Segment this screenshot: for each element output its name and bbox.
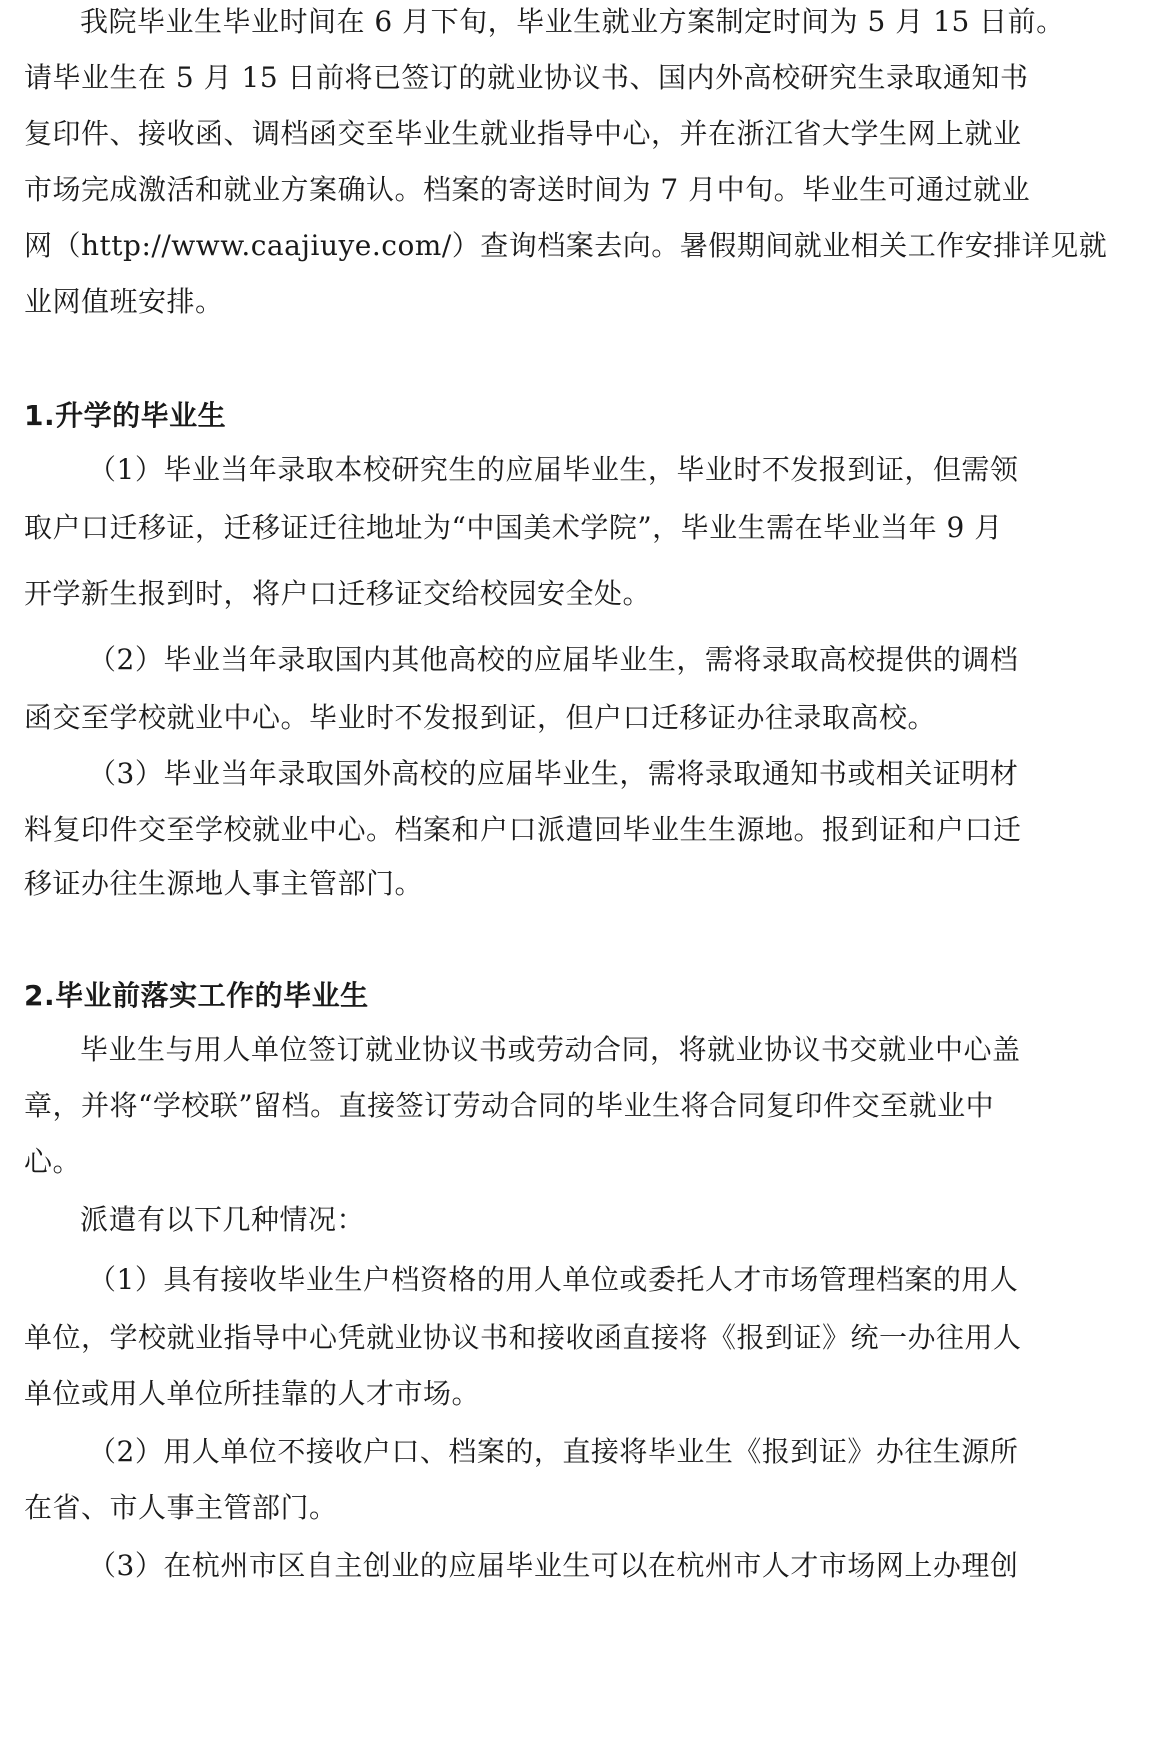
section-2-line-6: 单位，学校就业指导中心凭就业协议书和接收函直接将《报到证》统一办往用人 — [24, 1321, 1022, 1354]
section-2-heading: 2.毕业前落实工作的毕业生 — [24, 979, 369, 1012]
section-1-line-3: 开学新生报到时，将户口迁移证交给校园安全处。 — [24, 577, 652, 610]
section-2-line-9: 在省、市人事主管部门。 — [24, 1491, 338, 1524]
section-2-line-2: 章，并将“学校联”留档。直接签订劳动合同的毕业生将合同复印件交至就业中 — [24, 1089, 995, 1122]
section-2-line-8: （2）用人单位不接收户口、档案的，直接将毕业生《报到证》办往生源所 — [88, 1435, 1019, 1468]
section-2-line-4: 派遣有以下几种情况： — [80, 1203, 366, 1236]
section-1-line-5: 函交至学校就业中心。毕业时不发报到证，但户口迁移证办往录取高校。 — [24, 701, 937, 734]
section-1-line-8: 移证办往生源地人事主管部门。 — [24, 867, 424, 900]
section-1-line-2: 取户口迁移证，迁移证迁往地址为“中国美术学院”，毕业生需在毕业当年 9 月 — [24, 511, 1003, 544]
section-2-line-3: 心。 — [24, 1145, 82, 1178]
section-1-line-6: （3）毕业当年录取国外高校的应届毕业生，需将录取通知书或相关证明材 — [88, 757, 1019, 790]
section-2-line-1: 毕业生与用人单位签订就业协议书或劳动合同，将就业协议书交就业中心盖 — [80, 1033, 1021, 1066]
section-1-line-1: （1）毕业当年录取本校研究生的应届毕业生，毕业时不发报到证，但需领 — [88, 453, 1019, 486]
intro-line-6: 业网值班安排。 — [24, 285, 224, 318]
section-2-line-10: （3）在杭州市区自主创业的应届毕业生可以在杭州市人才市场网上办理创 — [88, 1549, 1019, 1582]
intro-line-3: 复印件、接收函、调档函交至毕业生就业指导中心，并在浙江省大学生网上就业 — [24, 117, 1022, 150]
section-1-line-4: （2）毕业当年录取国内其他高校的应届毕业生，需将录取高校提供的调档 — [88, 643, 1019, 676]
intro-line-5: 网（http://www.caajiuye.com/）查询档案去向。暑假期间就业相关工作安排详见就 — [24, 229, 1108, 262]
section-1-heading: 1.升学的毕业生 — [24, 399, 227, 432]
intro-line-1: 我院毕业生毕业时间在 6 月下旬，毕业生就业方案制定时间为 5 月 15 日前。 — [80, 5, 1065, 38]
intro-line-2: 请毕业生在 5 月 15 日前将已签订的就业协议书、国内外高校研究生录取通知书 — [24, 61, 1029, 94]
section-2-line-5: （1）具有接收毕业生户档资格的用人单位或委托人才市场管理档案的用人 — [88, 1263, 1019, 1296]
section-2-line-7: 单位或用人单位所挂靠的人才市场。 — [24, 1377, 481, 1410]
intro-line-4: 市场完成激活和就业方案确认。档案的寄送时间为 7 月中旬。毕业生可通过就业 — [24, 173, 1031, 206]
section-1-line-7: 料复印件交至学校就业中心。档案和户口派遣回毕业生生源地。报到证和户口迁 — [24, 813, 1022, 846]
